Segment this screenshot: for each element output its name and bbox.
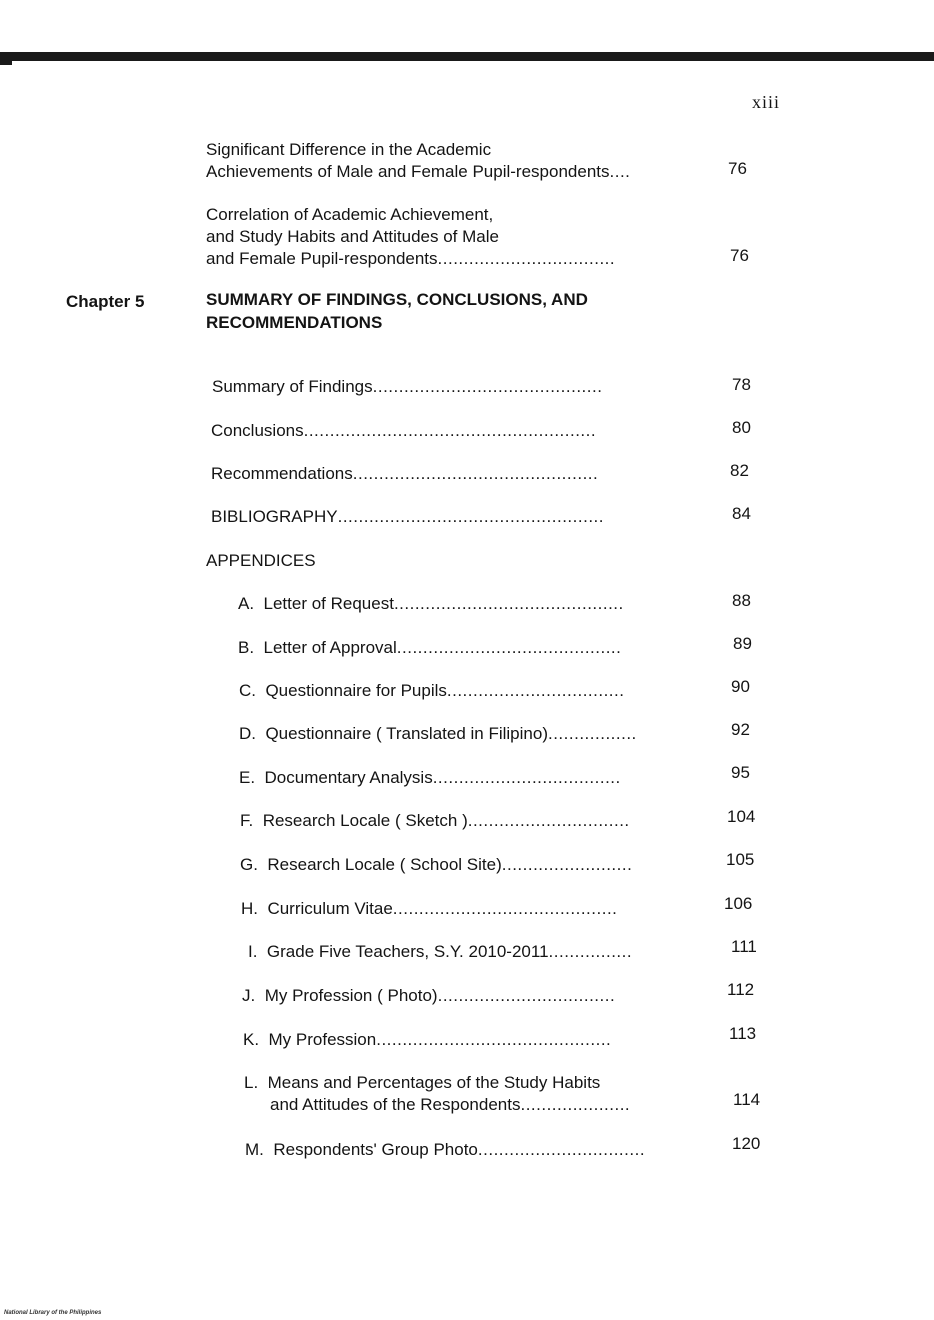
- toc-entry-text: Summary of Findings: [212, 377, 373, 396]
- toc-entry-summary-of-findings[interactable]: [212, 376, 602, 398]
- dot-leader: ..................................: [437, 249, 616, 268]
- appendices-heading[interactable]: APPENDICES: [206, 551, 316, 570]
- top-scan-bar: [0, 52, 934, 61]
- dot-leader: ..................................: [446, 681, 625, 700]
- appendix-entry[interactable]: [245, 1139, 645, 1161]
- dot-leader: ....................................: [432, 768, 621, 787]
- appendix-letter: I.: [248, 942, 258, 961]
- toc-entry-conclusions[interactable]: [211, 420, 596, 442]
- chapter-title-line: RECOMMENDATIONS: [206, 313, 383, 332]
- dot-leader: .....................: [520, 1095, 631, 1114]
- toc-entry-line: Achievements of Male and Female Pupil-respondents: [206, 162, 610, 181]
- appendix-entry[interactable]: [240, 854, 632, 876]
- dot-leader: ................: [548, 942, 633, 961]
- toc-entry-line: and Female Pupil-respondents: [206, 249, 438, 268]
- appendix-page: 120: [732, 1134, 761, 1153]
- appendix-letter: E.: [239, 768, 256, 787]
- dot-leader: ...................................................: [337, 507, 604, 526]
- top-scan-bar-edge: [0, 60, 12, 65]
- toc-entry-line: and Study Habits and Attitudes of Male: [206, 227, 499, 246]
- dot-leader: ...........................................: [396, 638, 622, 657]
- appendix-entry[interactable]: [238, 637, 621, 659]
- appendix-text: Grade Five Teachers, S.Y. 2010-2011: [266, 942, 549, 961]
- appendix-text: Documentary Analysis: [264, 768, 433, 787]
- appendix-text: Letter of Approval: [263, 638, 397, 657]
- toc-entry-text: Conclusions: [211, 421, 304, 440]
- appendix-page: 90: [731, 677, 750, 696]
- toc-entry-page: 76: [730, 246, 749, 265]
- dot-leader: ...........................................: [392, 899, 618, 918]
- appendix-entry[interactable]: [240, 810, 630, 832]
- toc-entry-correlation[interactable]: [206, 204, 615, 270]
- chapter-title[interactable]: [206, 288, 588, 334]
- appendix-page: 105: [726, 850, 755, 869]
- appendix-letter: A.: [238, 594, 255, 613]
- appendix-entry[interactable]: [239, 767, 621, 789]
- dot-leader: .............................................: [376, 1030, 612, 1049]
- dot-leader: ....: [609, 162, 631, 181]
- appendix-text: Questionnaire for Pupils: [265, 681, 447, 700]
- appendix-text: Means and Percentages of the Study Habits: [267, 1073, 601, 1092]
- toc-entry-bibliography[interactable]: [211, 506, 604, 528]
- appendix-entry[interactable]: [241, 898, 617, 920]
- appendix-page: 111: [731, 937, 757, 956]
- appendix-letter: H.: [241, 899, 258, 918]
- appendix-letter: B.: [238, 638, 255, 657]
- appendix-letter: M.: [245, 1140, 264, 1159]
- appendix-letter: L.: [244, 1073, 259, 1092]
- toc-entry-page: 76: [728, 159, 747, 178]
- appendix-page: 88: [732, 591, 751, 610]
- appendix-page: 114: [733, 1090, 761, 1109]
- dot-leader: ............................................: [372, 377, 603, 396]
- dot-leader: .................: [547, 724, 637, 743]
- dot-leader: ...............................................: [352, 464, 599, 483]
- appendix-text: My Profession ( Photo): [264, 986, 438, 1005]
- chapter-title-line: SUMMARY OF FINDINGS, CONCLUSIONS, AND: [206, 290, 588, 309]
- appendix-page: 92: [731, 720, 750, 739]
- appendix-entry[interactable]: [248, 941, 632, 963]
- chapter-label: Chapter 5: [66, 292, 145, 311]
- appendix-text: My Profession: [268, 1030, 377, 1049]
- appendix-page: 106: [724, 894, 753, 913]
- appendix-letter: C.: [239, 681, 256, 700]
- appendix-page: 95: [731, 763, 750, 782]
- appendix-letter: G.: [240, 855, 258, 874]
- appendix-entry[interactable]: [239, 723, 637, 745]
- appendix-text: Letter of Request: [263, 594, 394, 613]
- appendix-text: Research Locale ( Sketch ): [262, 811, 468, 830]
- toc-entry-recommendations[interactable]: [211, 463, 598, 485]
- appendix-entry[interactable]: [239, 680, 624, 702]
- toc-entry-text: BIBLIOGRAPHY: [211, 507, 338, 526]
- appendix-text: and Attitudes of the Respondents: [270, 1095, 521, 1114]
- toc-entry-line: Correlation of Academic Achievement,: [206, 205, 494, 224]
- appendix-page: 89: [733, 634, 752, 653]
- appendix-entry[interactable]: [243, 1029, 611, 1051]
- toc-entry-page: 82: [730, 461, 749, 480]
- toc-entry-page: 84: [732, 504, 751, 523]
- appendix-page: 104: [727, 807, 756, 826]
- toc-entry-page: 80: [732, 418, 751, 437]
- appendix-text: Research Locale ( School Site): [267, 855, 502, 874]
- toc-entry-significant-difference[interactable]: [206, 139, 630, 183]
- appendix-page: 113: [729, 1024, 757, 1043]
- dot-leader: ..................................: [437, 986, 616, 1005]
- toc-entry-page: 78: [732, 375, 751, 394]
- appendix-text: Curriculum Vitae: [267, 899, 393, 918]
- appendix-page: 112: [727, 980, 755, 999]
- appendix-letter: D.: [239, 724, 256, 743]
- appendix-entry[interactable]: [242, 985, 615, 1007]
- page-number: xiii: [752, 92, 781, 112]
- dot-leader: ................................: [477, 1140, 646, 1159]
- appendix-text: Questionnaire ( Translated in Filipino): [265, 724, 548, 743]
- appendix-entry[interactable]: [244, 1072, 630, 1116]
- toc-entry-line: Significant Difference in the Academic: [206, 140, 492, 159]
- appendix-letter: K.: [243, 1030, 260, 1049]
- footer-stamp: National Library of the Philippines: [4, 1310, 102, 1316]
- dot-leader: ............................................: [393, 594, 624, 613]
- appendix-text: Respondents' Group Photo: [273, 1140, 478, 1159]
- dot-leader: ...............................: [467, 811, 630, 830]
- appendix-letter: F.: [240, 811, 254, 830]
- toc-entry-text: Recommendations: [211, 464, 353, 483]
- appendix-entry[interactable]: [238, 593, 624, 615]
- appendix-letter: J.: [242, 986, 256, 1005]
- dot-leader: .........................: [501, 855, 633, 874]
- dot-leader: ........................................................: [303, 421, 597, 440]
